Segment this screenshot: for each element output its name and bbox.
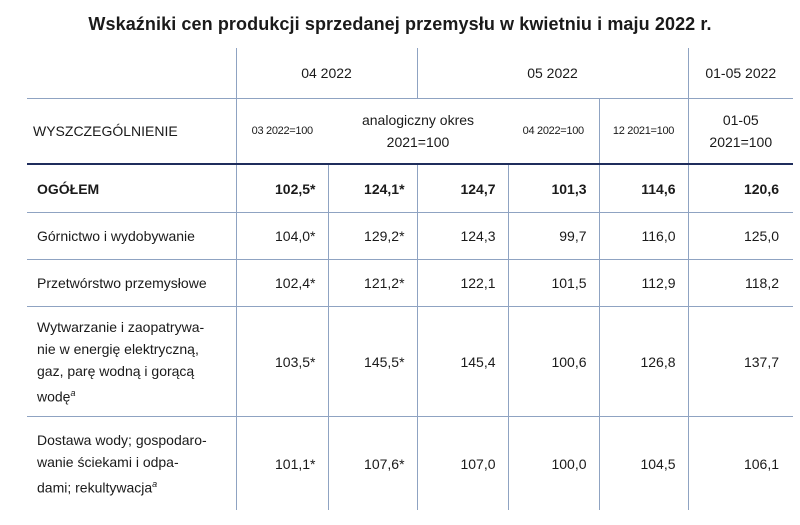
footnote-marker: a [152,478,158,489]
value-cell: 124,3 [417,213,508,260]
table-row [27,307,793,417]
header-col-prev-month-may: 04 2022=100 [508,99,599,165]
header-group-apr: 04 2022 [236,48,417,99]
value-cell: 99,7 [508,213,599,260]
value-cell: 101,3 [508,164,599,213]
header-col-cumulative [688,99,793,165]
header-group-may: 05 2022 [417,48,688,99]
value-cell: 107,6* [328,417,417,511]
value-cell: 102,4* [236,260,328,307]
header-col-prev-month-apr: 03 2022=100 [236,99,328,165]
value-cell: 112,9 [599,260,688,307]
table-row [27,417,793,511]
value-cell: 129,2* [328,213,417,260]
value-cell: 124,7 [417,164,508,213]
row-label-line: Dostawa wody; gospodaro- [37,431,207,448]
value-cell: 124,1* [328,164,417,213]
value-cell: 101,1* [236,417,328,511]
table-title: Wskaźniki cen produkcji sprzedanej przemysłu w kwietniu i maju 2022 r. [88,14,712,34]
value-cell: 100,6 [508,307,599,417]
row-label-line: Wytwarzanie i zaopatrywa- [37,318,205,335]
row-label-line-last [37,382,236,408]
row-label-line: gaz, parę wodną i gorącą [37,362,195,379]
value-cell: 122,1 [417,260,508,307]
value-cell: 102,5* [236,164,328,213]
value-cell: 101,5 [508,260,599,307]
row-label-line-last [37,473,236,499]
row-label [27,417,236,511]
value-cell: 137,7 [688,307,793,417]
header-group-janmay: 01-05 2022 [688,48,793,99]
row-label: Przetwórstwo przemysłowe [27,260,236,307]
value-cell: 103,5* [236,307,328,417]
footnote-marker: a [70,387,76,398]
row-label [27,307,236,417]
header-corner [27,48,236,99]
header-column-row [27,99,793,165]
header-col-analog-line1: analogiczny okres [361,112,475,128]
header-col-analog-line2: 2021=100 [386,134,450,150]
row-label-line: wodę [37,388,71,405]
table-row [27,164,793,213]
value-cell: 118,2 [688,260,793,307]
value-cell: 104,5 [599,417,688,511]
row-label-line: nie w energię elektryczną, [37,340,199,357]
price-index-table [27,48,793,510]
value-cell: 114,6 [599,164,688,213]
value-cell: 125,0 [688,213,793,260]
row-label-line: wanie ściekami i odpa- [37,453,179,470]
value-cell: 107,0 [417,417,508,511]
header-col-cum-line1: 01-05 [722,112,759,128]
table-row [27,260,793,307]
table-row [27,213,793,260]
row-label: Górnictwo i wydobywanie [27,213,236,260]
header-group-row [27,48,793,99]
value-cell: 104,0* [236,213,328,260]
value-cell: 121,2* [328,260,417,307]
header-col-dec: 12 2021=100 [599,99,688,165]
row-label: OGÓŁEM [27,164,236,213]
header-col-cum-line2: 2021=100 [709,134,773,150]
row-label-line: dami; rekultywacja [37,479,153,496]
value-cell: 126,8 [599,307,688,417]
value-cell: 145,4 [417,307,508,417]
value-cell: 120,6 [688,164,793,213]
value-cell: 116,0 [599,213,688,260]
header-row-label: WYSZCZEGÓLNIENIE [27,99,236,165]
header-col-analog [328,99,508,165]
value-cell: 106,1 [688,417,793,511]
value-cell: 100,0 [508,417,599,511]
value-cell: 145,5* [328,307,417,417]
